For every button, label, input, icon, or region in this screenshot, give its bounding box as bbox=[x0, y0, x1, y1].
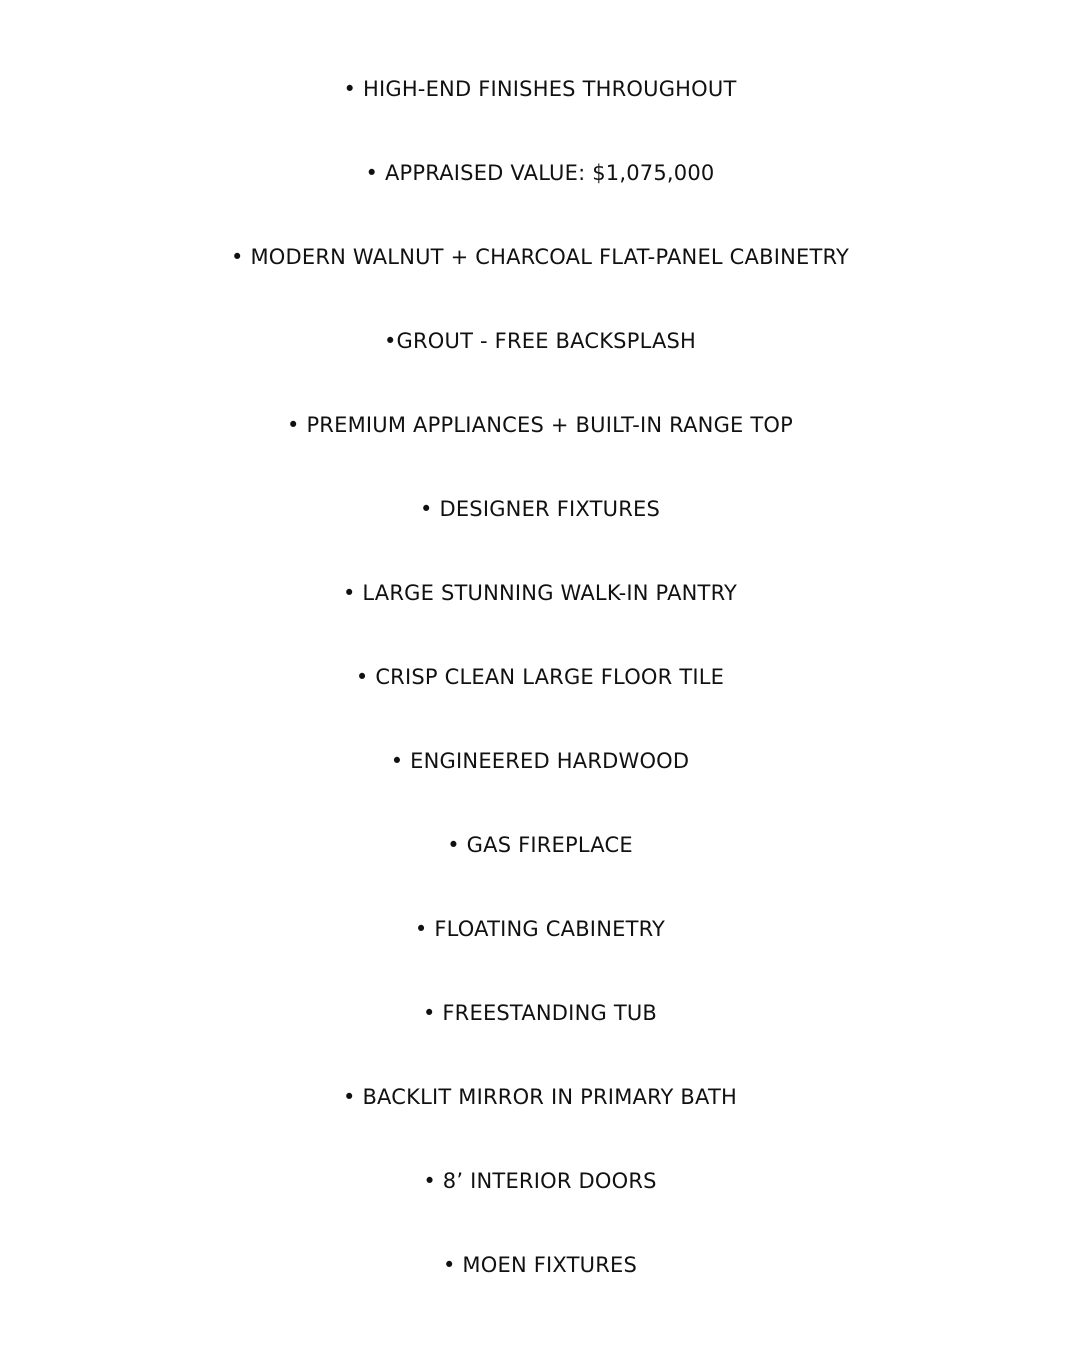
feature-item: • 8’ INTERIOR DOORS bbox=[423, 1169, 657, 1193]
feature-item: • CRISP CLEAN LARGE FLOOR TILE bbox=[355, 665, 725, 689]
feature-item: • ENGINEERED HARDWOOD bbox=[390, 749, 690, 773]
feature-item: • PREMIUM APPLIANCES + BUILT-IN RANGE TOP bbox=[286, 413, 794, 437]
feature-item: • DESIGNER FIXTURES bbox=[419, 497, 661, 521]
feature-item: • FREESTANDING TUB bbox=[422, 1001, 658, 1025]
feature-item: • MODERN WALNUT + CHARCOAL FLAT-PANEL CABINETRY bbox=[230, 245, 849, 269]
feature-item: • APPRAISED VALUE: $1,075,000 bbox=[365, 161, 715, 185]
feature-item: • GAS FIREPLACE bbox=[447, 833, 633, 857]
feature-item: • HIGH-END FINISHES THROUGHOUT bbox=[343, 77, 737, 101]
feature-item: • MOEN FIXTURES bbox=[442, 1253, 638, 1277]
feature-item: •GROUT - FREE BACKSPLASH bbox=[383, 329, 697, 353]
feature-item: • BACKLIT MIRROR IN PRIMARY BATH bbox=[342, 1085, 737, 1109]
feature-item: • LARGE STUNNING WALK-IN PANTRY bbox=[342, 581, 738, 605]
feature-item: • FLOATING CABINETRY bbox=[414, 917, 666, 941]
